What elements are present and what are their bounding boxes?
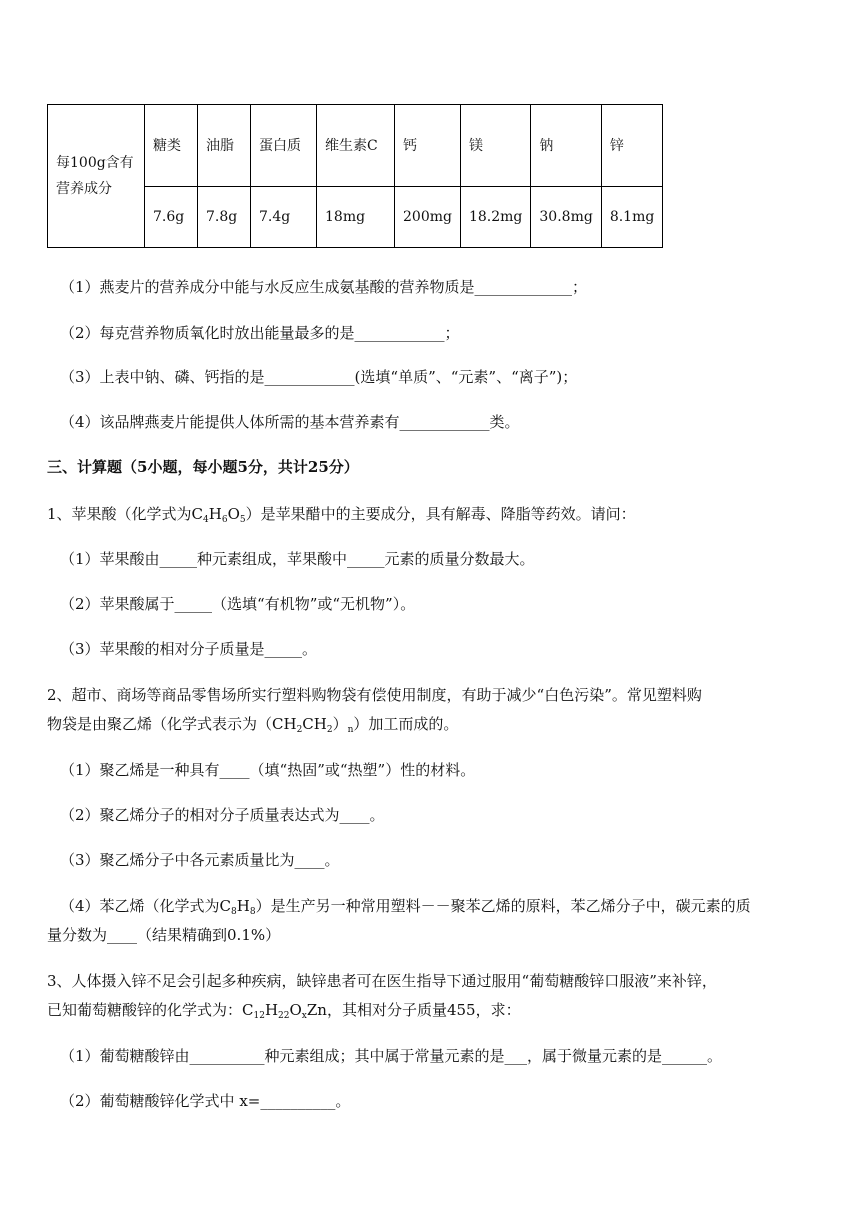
problem-intro: 1、苹果酸（化学式为$C_4H_6O_5$）是苹果醋中的主要成分，具有解毒、降脂等药效。请问： [47,505,636,525]
section-heading: 三、计算题（5小题，每小题5分，共计25分） [47,458,359,476]
problem-intro: 已知葡萄糖酸锌的化学式为：$C_{12}H_{22}O_xZn$，其相对分子质量455，求： [47,1001,521,1021]
question-line: （2）聚乙烯分子的相对分子质量表达式为____。 [60,806,385,824]
question-line: （4）苯乙烯（化学式为$C_8H_8$）是生产另一种常用塑料－－聚苯乙烯的原料，苯乙烯分子中，碳元素的质 [60,897,751,917]
question-line: （1）葡萄糖酸锌由__________种元素组成；其中属于常量元素的是___，属于微量元素的是______。 [60,1047,723,1065]
question-line: （1）苹果酸由_____种元素组成，苹果酸中_____元素的质量分数最大。 [60,550,535,568]
table-cell: 200mg [395,187,461,248]
question-line: （1）燕麦片的营养成分中能与水反应生成氨基酸的营养物质是_____________； [60,278,588,296]
column-header: 维生素C [317,105,395,187]
column-header: 锌 [601,105,663,187]
column-header: 蛋白质 [251,105,317,187]
question-line: （2）葡萄糖酸锌化学式中 x=__________。 [60,1092,351,1110]
column-header: 油脂 [198,105,251,187]
table-row [48,105,663,187]
problem-intro: 3、人体摄入锌不足会引起多种疾病，缺锌患者可在医生指导下通过服用“葡萄糖酸锌口服液”来补锌， [47,972,717,990]
question-line: （3）苹果酸的相对分子质量是_____。 [60,640,318,658]
question-line: （3）聚乙烯分子中各元素质量比为____。 [60,851,340,869]
column-header: 钙 [395,105,461,187]
question-line: （4）该品牌燕麦片能提供人体所需的基本营养素有____________类。 [60,413,520,431]
table-cell: 7.6g [145,187,198,248]
table-cell: 18.2mg [460,187,530,248]
question-line: 量分数为____（结果精确到0.1%） [47,926,281,944]
problem-intro: 物袋是由聚乙烯（化学式表示为$(CH_2CH_2)_n$）加工而成的。 [47,715,459,735]
problem-intro: 2、超市、商场等商品零售场所实行塑料购物袋有偿使用制度，有助于减少“白色污染”。常见塑料购 [47,686,702,704]
question-line: （3）上表中钠、磷、钙指的是____________(选填“单质”、“元素”、“离子”)； [60,368,578,386]
row-header-cell: 每100g含有营养成分 [48,105,145,248]
table-cell: 7.4g [251,187,317,248]
column-header: 钠 [531,105,601,187]
question-line: （2）苹果酸属于_____（选填“有机物”或“无机物”）。 [60,595,416,613]
question-line: （2）每克营养物质氧化时放出能量最多的是____________； [60,324,460,342]
nutrition-table [47,104,663,248]
table-cell: 8.1mg [601,187,663,248]
question-line: （1）聚乙烯是一种具有____（填“热固”或“热塑”）性的材料。 [60,761,476,779]
table-cell: 18mg [317,187,395,248]
column-header: 镁 [460,105,530,187]
table-cell: 7.8g [198,187,251,248]
table-cell: 30.8mg [531,187,601,248]
column-header: 糖类 [145,105,198,187]
